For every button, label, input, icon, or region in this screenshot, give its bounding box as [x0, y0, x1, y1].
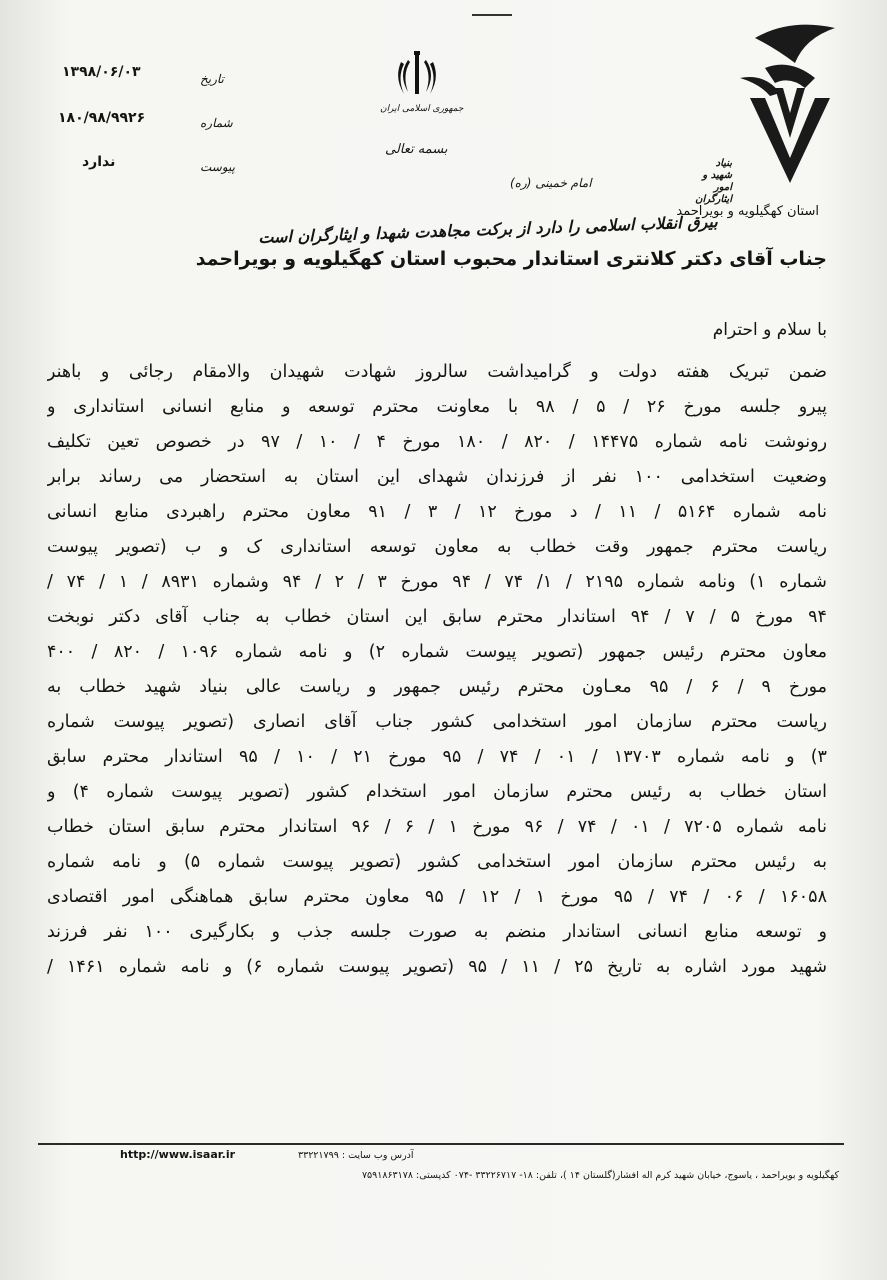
body-line: استان خطاب به رئیس محترم سازمان امور استخدام کشور (تصویر پیوست شماره ۴) و	[47, 782, 827, 802]
number-value: ۱۸۰/۹۸/۹۹۲۶	[58, 110, 146, 126]
province-label: استان کهگیلویه و بویراحمد	[676, 204, 819, 219]
body-line: ۹۴ مورخ ۵ / ۷ / ۹۴ استاندار محترم سابق این استان خطاب به جناب آقای دکتر نوبخت	[47, 607, 827, 627]
republic-caption: جمهوری اسلامی ایران	[380, 104, 464, 114]
iran-emblem-icon	[396, 50, 438, 100]
attachment-label: پیوست	[200, 160, 235, 174]
top-dash-mark	[472, 14, 512, 16]
foundation-logo-caption: بنیاد شهید و امور ایثارگران	[695, 158, 732, 205]
body-line: شهید مورد اشاره به تاریخ ۲۵ / ۱۱ / ۹۵ (تصویر پیوست شماره ۶) و نامه شماره ۱۴۶۱ /	[47, 957, 827, 977]
body-line: نامه شماره ۵۱۶۴ / ۱۱ / د مورخ ۱۲ / ۳ / ۹۱ معاون محترم راهبردی منابع انسانی	[47, 502, 827, 522]
body-line: وضعیت استخدامی ۱۰۰ نفر از فرزندان شهدای این استان به استحضار می رساند برابر	[47, 467, 827, 487]
date-label: تاریخ	[200, 72, 224, 86]
body-line: و توسعه منابع انسانی استاندار منضم به صورت جلسه جذب و بکارگیری ۱۰۰ نفر فرزند	[47, 922, 827, 942]
body-line: شماره ۱) ونامه شماره ۲۱۹۵ / ۱/ ۷۴ / ۹۴ مورخ ۳ / ۲ / ۹۴ وشماره ۸۹۳۱ / ۱ / ۷۴ /	[47, 572, 827, 592]
body-line: ریاست محترم جمهور وقت خطاب به معاون توسعه استانداری ک و ب (تصویر پیوست	[47, 537, 827, 557]
body-line: ۳) و نامه شماره ۱۳۷۰۳ / ۰۱ / ۷۴ / ۹۵ مورخ ۲۱ / ۱۰ / ۹۵ استاندار محترم سابق	[47, 747, 827, 767]
foundation-logo-icon	[735, 18, 845, 198]
body-line: معاون محترم رئیس جمهور (تصویر پیوست شماره ۲) و نامه شماره ۱۰۹۶ / ۸۲۰ / ۴۰۰	[47, 642, 827, 662]
body-line: ۱۶۰۵۸ / ۰۶ / ۷۴ / ۹۵ مورخ ۱ / ۱۲ / ۹۵ معاون محترم سابق هماهنگی امور اقتصادی	[47, 887, 827, 907]
header-slogan: بیرق انقلاب اسلامی را دارد از برکت مجاهدت شهدا و ایثارگران است	[257, 212, 718, 248]
footer-website-link[interactable]: http://www.isaar.ir	[120, 1148, 236, 1161]
recipient-line: جناب آقای دکتر کلانتری استاندار محبوب استان کهگیلویه و بویراحمد	[195, 248, 827, 270]
date-value: ۱۳۹۸/۰۶/۰۳	[62, 64, 141, 80]
footer-divider	[38, 1143, 844, 1145]
body-line: رونوشت نامه شماره ۱۴۴۷۵ / ۸۲۰ / ۱۸۰ مورخ ۴ / ۱۰ / ۹۷ در خصوص تعین تکلیف	[47, 432, 827, 452]
number-label: شماره	[200, 116, 233, 130]
body-line: ریاست محترم سازمان امور استخدامی کشور جناب آقای انصاری (تصویر پیوست شماره	[47, 712, 827, 732]
greeting-line: با سلام و احترام	[712, 320, 827, 340]
body-line: ضمن تبریک هفته دولت و گرامیداشت سالروز شهادت شهیدان والامقام رجائی و باهنر	[47, 362, 827, 382]
body-line: نامه شماره ۷۲۰۵ / ۰۱ / ۷۴ / ۹۶ مورخ ۱ / ۶ / ۹۶ استاندار محترم سابق استان خطاب	[47, 817, 827, 837]
imam-quote-attribution: امام خمینی (ره)	[510, 176, 592, 190]
body-line: به رئیس محترم سازمان امور استخدامی کشور (تصویر پیوست شماره ۵) و نامه شماره	[47, 852, 827, 872]
bismillah-text: بسمه تعالی	[385, 142, 448, 157]
footer-website-label: آدرس وب سایت : ۳۳۲۲۱۷۹۹	[298, 1150, 414, 1161]
letter-body	[47, 355, 827, 985]
body-line: مورخ ۹ / ۶ / ۹۵ معـاون محترم رئیس جمهور و ریاست عالی بنیاد شهید خطاب به	[47, 677, 827, 697]
footer-address: کهگیلویه و بویراحمد ، یاسوج، خیابان شهید کرم اله افشار(گلستان ۱۴ )، تلفن: ۱۸- ۳۳۲۲۶۷۱۷ -۰۷۴ کدپستی: ۷۵۹۱۸۶۳۱۷۸	[361, 1170, 839, 1181]
body-line: پیرو جلسه مورخ ۲۶ / ۵ / ۹۸ با معاونت محترم توسعه و منابع انسانی استانداری و	[47, 397, 827, 417]
attachment-value: ندارد	[82, 154, 116, 170]
